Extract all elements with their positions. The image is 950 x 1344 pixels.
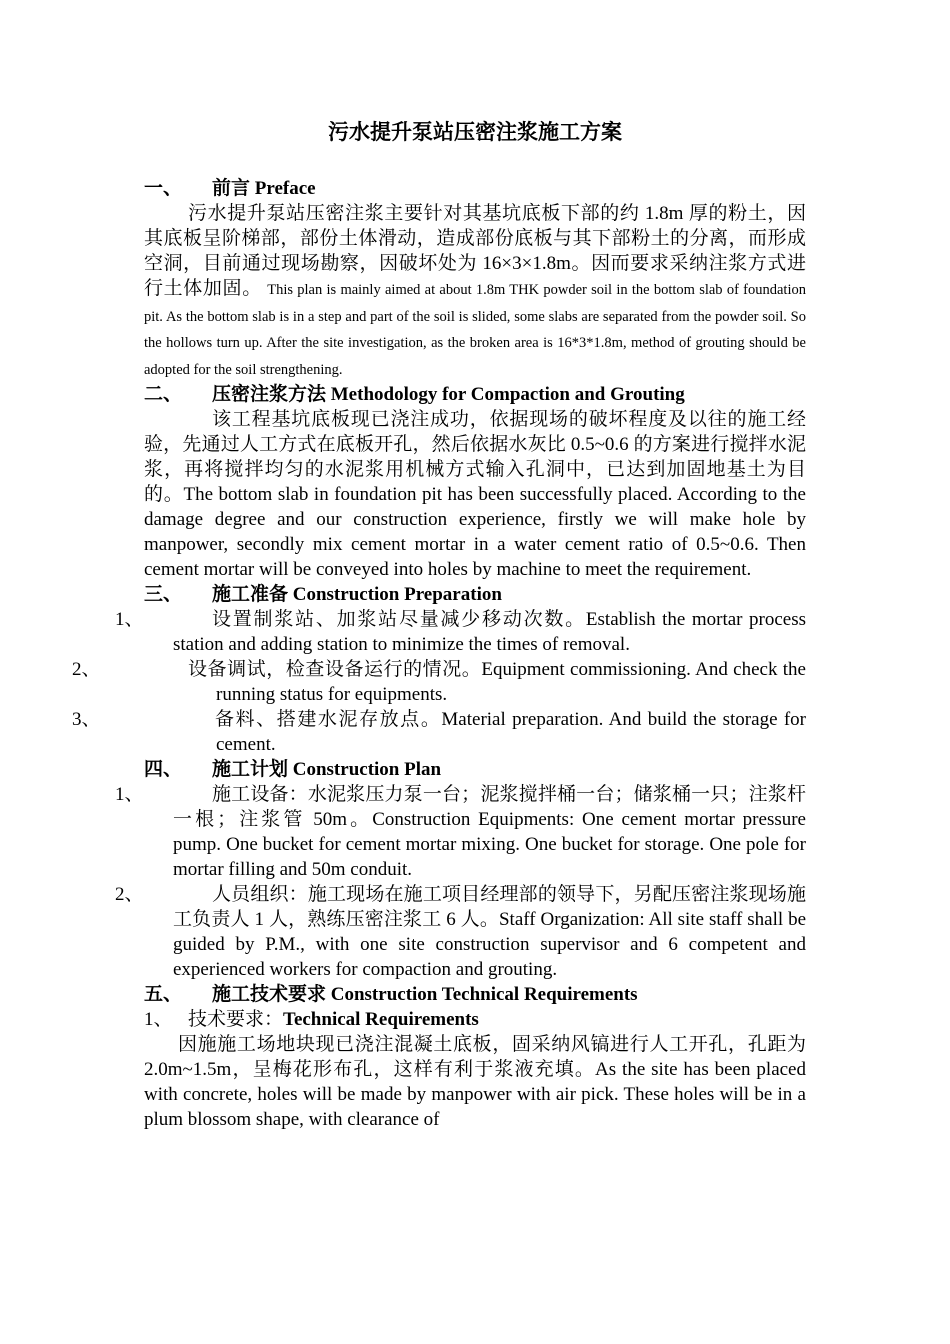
document-title: 污水提升泵站压密注浆施工方案 (328, 120, 622, 144)
subsection-heading (144, 1007, 806, 1032)
list-item-text: 设备调试，检查设备运行的情况。Equipment commissioning. And check the running status for equipments. (188, 659, 806, 705)
section-heading-technical (144, 982, 806, 1007)
preface-text-cn: 污水提升泵站压密注浆主要针对其基坑底板下部的约 1.8m 厚的粉土，因其底板呈阶梯部，部份土体滑动，造成部份底板与其下部粉土的分离，而形成空洞，目前通过现场勘察，因破坏处为 16×3×1.8m。因而要求采纳注浆方式进行土体加固。 (144, 203, 806, 299)
section-number: 二、 (144, 384, 183, 405)
list-item (115, 882, 806, 982)
section-title: 压密注浆方法 Methodology for Compaction and Grouting (212, 384, 685, 405)
list-item-number: 1、 (115, 784, 144, 805)
preface-paragraph (144, 201, 806, 382)
list-item (115, 782, 806, 882)
section-title: 前言 Preface (212, 178, 316, 199)
list-item-number: 1、 (115, 609, 144, 630)
list-item (115, 607, 806, 657)
list-item-text: 设置制浆站、加浆站尽量减少移动次数。Establish the mortar process station and adding station to minimize the times of removal. (173, 609, 806, 655)
section-title: 施工准备 Construction Preparation (212, 584, 502, 605)
section-heading-methodology (144, 382, 806, 407)
section-heading-plan (144, 757, 806, 782)
technical-paragraph: 因施施工场地块现已浇注混凝土底板，固采纳风镐进行人工开孔，孔距为 2.0m~1.5m，呈梅花形布孔，这样有利于浆液充填。As the site has been placed with concrete, holes will be made by manpower with air pick. These holes will be in a plum blossom shape, with clearance of (144, 1034, 806, 1130)
list-item-text: 施工设备：水泥浆压力泵一台；泥浆搅拌桶一台；储浆桶一只；注浆杆一根；注浆管 50m。Construction Equipments: One cement mortar pressure pump. One bucket for cement mortar mixing. One bucket for storage. One pole for mortar filling and 50m conduit. (173, 784, 806, 880)
subsection-number: 1、 (144, 1009, 173, 1030)
list-item (72, 707, 806, 757)
section-heading-preparation (144, 582, 806, 607)
section-heading-preface (144, 176, 806, 201)
section-number: 一、 (144, 178, 183, 199)
list-item (72, 657, 806, 707)
section-title: 施工计划 Construction Plan (212, 759, 442, 780)
list-item-text: 人员组织：施工现场在施工项目经理部的领导下，另配压密注浆现场施工负责人 1 人，熟练压密注浆工 6 人。Staff Organization: All site staff shall be guided by P.M., with one site construction supervisor and 6 competent and experienced workers for compaction and grouting. (173, 884, 806, 980)
list-item-text: 备料、搭建水泥存放点。Material preparation. And build the storage for cement. (215, 709, 806, 755)
section-number: 四、 (144, 759, 183, 780)
subsection-title-en: Technical Requirements (283, 1009, 479, 1030)
preface-text-en: This plan is mainly aimed at about 1.8m THK powder soil in the bottom slab of foundation pit. As the bottom slab is in a step and part of the soil is slided, some slabs are separated from the powder soil. So the hollows turn up. After the site investigation, as the broken area is 16*3*1.8m, method of grouting should be adopted for the soil strengthening. (144, 282, 806, 378)
list-item-number: 3、 (72, 709, 101, 730)
section-title: 施工技术要求 Construction Technical Requirements (212, 984, 638, 1005)
subsection-title-cn: 技术要求： (188, 1009, 284, 1030)
section-number: 五、 (144, 984, 183, 1005)
list-item-number: 2、 (115, 884, 144, 905)
list-item-number: 2、 (72, 659, 101, 680)
methodology-paragraph: 该工程基坑底板现已浇注成功，依据现场的破坏程度及以往的施工经验，先通过人工方式在底板开孔，然后依据水灰比 0.5~0.6 的方案进行搅拌水泥浆，再将搅拌均匀的水泥浆用机械方式输入孔洞中，已达到加固地基土为目的。The bottom slab in foundation pit has been successfully placed. According to the damage degree and our construction experience, firstly we will make hole by manpower, secondly mix cement mortar in a water cement ratio of 0.5~0.6. Then cement mortar will be conveyed into holes by machine to meet the requirement. (144, 409, 806, 580)
section-number: 三、 (144, 584, 183, 605)
document-page (72, 118, 806, 1132)
